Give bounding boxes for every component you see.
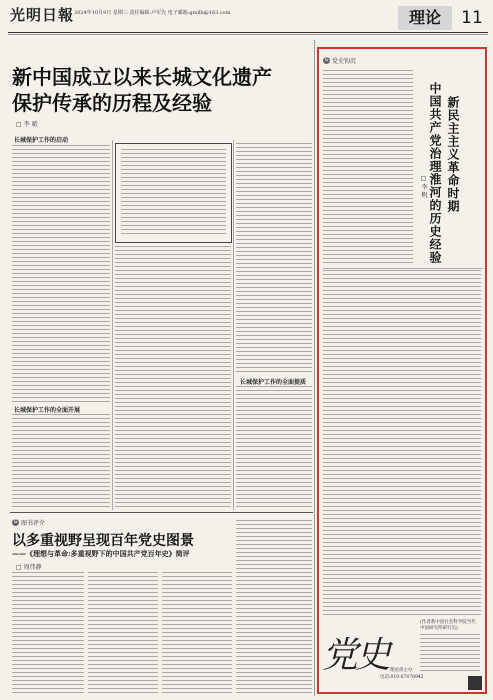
section-divider: [10, 512, 313, 513]
article-column-3b: [236, 386, 312, 508]
party-history-logo: 党史: [322, 635, 389, 676]
editor-note-box: [115, 143, 232, 243]
author-note: (作者系中国社会科学院当代中国研究所研究员): [420, 620, 476, 631]
section-title: 理论: [398, 6, 452, 30]
column-divider: [112, 140, 113, 510]
main-headline: [12, 64, 312, 116]
column-divider: [233, 140, 234, 510]
logo-caption: 理论部主办: [390, 668, 413, 673]
review-byline: □ 周伟静: [16, 564, 42, 571]
review-tag: [12, 518, 45, 527]
review-headline: 以多重视野呈现百年党史图景: [12, 533, 194, 549]
page-number: 11: [461, 8, 483, 28]
main-byline: □ 李 斌: [16, 121, 38, 128]
header-date-line: 2024年10月9日 星期三 责任编辑:卢军先 电子邮箱:gmllb@163.com: [74, 10, 231, 16]
review-tag-label: 图书评介: [21, 520, 46, 527]
header-rule-thin: [8, 34, 488, 35]
review-subheadline: ——《理想与革命:多重视野下的中国共产党百年史》简评: [12, 549, 190, 558]
review-column-1: [12, 572, 84, 694]
article-column-2: [115, 246, 231, 508]
footer-text: [420, 634, 480, 674]
review-column-2: [88, 572, 158, 694]
main-headline-line-1: 新中国成立以来长城文化遗产: [12, 65, 272, 89]
review-column-4: [236, 520, 312, 694]
review-column-3: [162, 572, 232, 694]
panel-divider: [323, 268, 483, 269]
qr-code-icon: [468, 676, 482, 690]
page-divider: [314, 40, 315, 696]
logo-phone: 电话:010-67078942: [380, 675, 424, 680]
article-column-1b: [12, 414, 110, 509]
header-rule: [8, 32, 488, 33]
article-column-1: [12, 145, 110, 403]
party-history-body: [323, 270, 481, 618]
party-history-title-line-1: 新民主主义革命时期: [446, 96, 460, 213]
main-subhead-3: 长城保护工作的全面提质: [240, 379, 307, 386]
article-column-3: [236, 143, 312, 373]
tag-icon: G: [13, 519, 18, 525]
party-history-column-1: [323, 70, 413, 266]
party-history-byline: □ 李 帆: [420, 175, 427, 198]
tag-icon: G: [324, 57, 329, 63]
main-subhead-2: 长城保护工作的全面开展: [14, 407, 81, 414]
party-history-title-line-2: 中国共产党治理淮河的历史经验: [428, 82, 442, 264]
party-history-tag: [323, 56, 356, 65]
main-headline-line-2: 保护传承的历程及经验: [12, 91, 212, 115]
main-subhead-1: 长城保护工作的启动: [14, 137, 69, 144]
masthead-logo: 光明日報: [10, 6, 75, 24]
party-history-tag-label: 党史钩沉: [332, 58, 357, 65]
editor-note-text: [121, 149, 226, 237]
